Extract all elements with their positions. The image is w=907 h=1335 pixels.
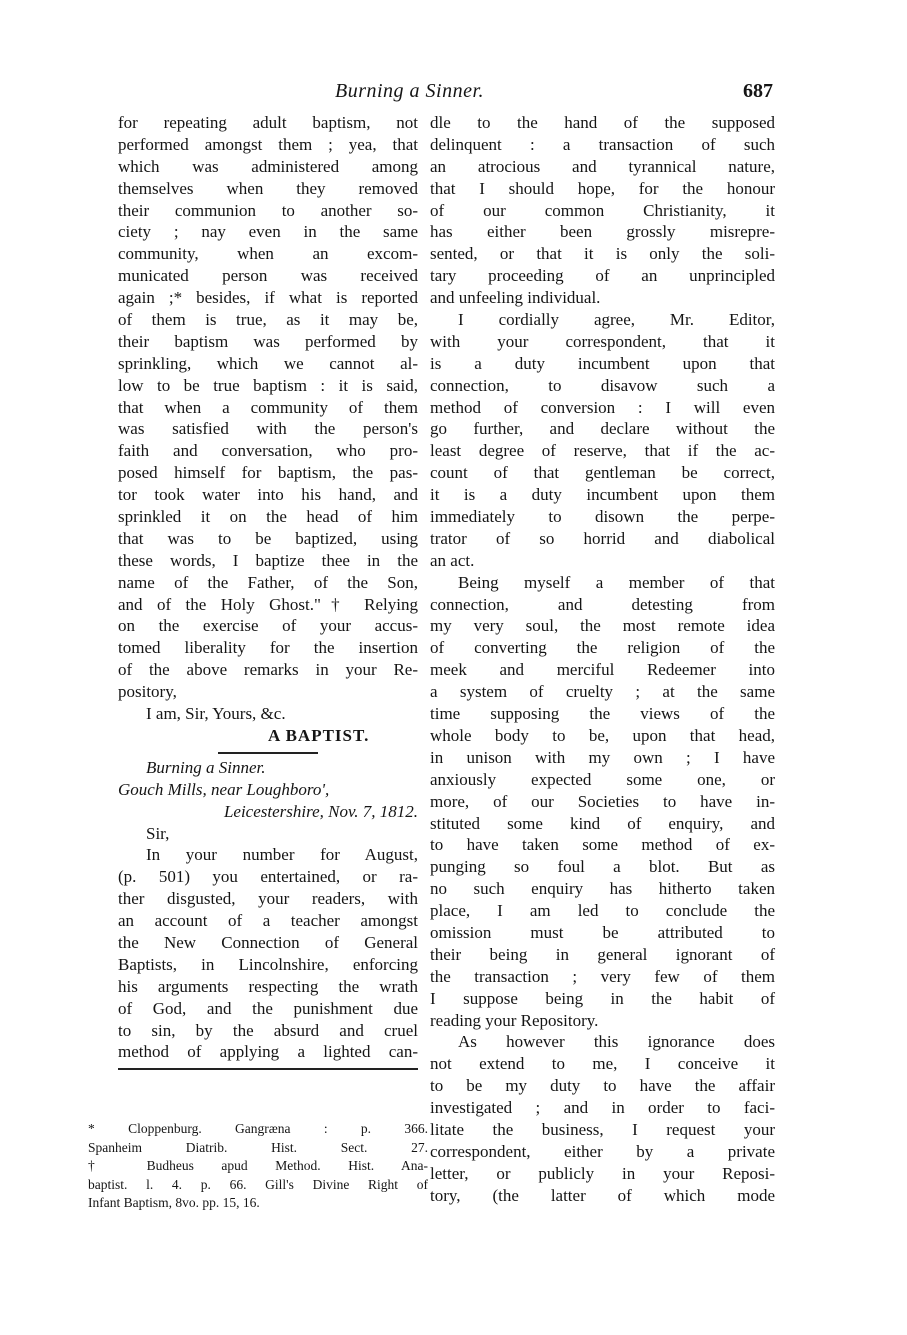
paragraph-line: connection, to disavow such a xyxy=(430,375,775,395)
paragraph-line: connection, and detesting from xyxy=(430,594,775,614)
paragraph-line: an atrocious and tyrannical nature, xyxy=(430,156,775,176)
paragraph-line: to have taken some method of ex- xyxy=(430,835,775,855)
footnote-line: baptist. l. 4. p. 66. Gill's Divine Right of xyxy=(88,1176,428,1192)
paragraph-line: the transaction ; very few of them xyxy=(430,966,775,986)
letter-line: name of the Father, of the Son, xyxy=(118,572,418,592)
letter-signature: A BAPTIST. xyxy=(268,725,370,745)
paragraph xyxy=(430,112,775,309)
running-head xyxy=(335,80,775,110)
letter-line: community, when an excom- xyxy=(118,244,418,264)
paragraph-line: omission must be attributed to xyxy=(430,922,775,942)
paragraph-line: meek and merciful Redeemer into xyxy=(430,660,775,680)
letter-line: low to be true baptism : it is said, xyxy=(118,375,418,395)
letter-line: these words, I baptize thee in the xyxy=(118,550,418,570)
letter-line: performed amongst them ; yea, that xyxy=(118,134,418,154)
letter-line: faith and conversation, who pro- xyxy=(118,441,418,461)
paragraph-line: has either been grossly misrepre- xyxy=(430,222,775,242)
footnote-rule xyxy=(118,1063,418,1073)
running-title: Burning a Sinner. xyxy=(335,80,485,102)
letter-line: of them is true, as it may be, xyxy=(118,310,418,330)
paragraph-line: method of conversion : I will even xyxy=(430,397,775,417)
paragraph-line: immediately to disown the perpe- xyxy=(430,507,775,527)
paragraph-line: place, I am led to conclude the xyxy=(430,901,775,921)
article-line: Baptists, in Lincolnshire, enforcing xyxy=(118,954,418,974)
paragraph-line: my very soul, the most remote idea xyxy=(430,616,775,636)
paragraph-line: anxiously expected some one, or xyxy=(430,769,775,789)
paragraph xyxy=(430,572,775,1032)
article-line: In your number for August, xyxy=(146,845,418,865)
paragraph xyxy=(430,1031,775,1206)
article-line: ther disgusted, your readers, with xyxy=(118,889,418,909)
article-line: to sin, by the absurd and cruel xyxy=(118,1020,418,1040)
paragraph xyxy=(430,309,775,572)
article-salutation: Sir, xyxy=(146,823,170,843)
letter-line: tomed liberality for the insertion xyxy=(118,638,418,658)
paragraph-line: tary proceeding of an unprincipled xyxy=(430,266,775,286)
footnote-line: * Cloppenburg. Gangræna : p. 366. xyxy=(88,1121,428,1136)
paragraph-line: of converting the religion of the xyxy=(430,638,775,658)
letter-line: their baptism was performed by xyxy=(118,331,418,351)
footnote-line: Infant Baptism, 8vo. pp. 15, 16. xyxy=(88,1195,260,1210)
paragraph-line: whole body to be, upon that head, xyxy=(430,725,775,745)
paragraph-line: trator of so horrid and diabolical xyxy=(430,528,775,548)
letter-line: posed himself for baptism, the pas- xyxy=(118,463,418,483)
paragraph-line: correspondent, either by a private xyxy=(430,1141,775,1161)
letter-line: and of the Holy Ghost."† Relying xyxy=(118,594,418,614)
paragraph-line: it is a duty incumbent upon them xyxy=(430,485,775,505)
paragraph-line: no such enquiry has hitherto taken xyxy=(430,879,775,899)
paragraph-line: Being myself a member of that xyxy=(458,572,775,592)
article-line: the New Connection of General xyxy=(118,932,418,952)
paragraph-line: tory, (the latter of which mode xyxy=(430,1185,775,1205)
paragraph-line: least degree of reserve, that if the ac- xyxy=(430,441,775,461)
paragraph-line: time supposing the views of the xyxy=(430,704,775,724)
letter-line: their communion to another so- xyxy=(118,200,418,220)
letter-line: tor took water into his hand, and xyxy=(118,485,418,505)
article-title: Burning a Sinner. xyxy=(146,757,266,777)
letter-line: was satisfied with the person's xyxy=(118,419,418,439)
letter-line: pository, xyxy=(118,682,177,702)
footnotes xyxy=(88,1120,428,1213)
letter-line: sprinkled it on the head of him xyxy=(118,507,418,527)
paragraph-line: not extend to me, I conceive it xyxy=(430,1054,775,1074)
paragraph-line: and unfeeling individual. xyxy=(430,288,601,308)
article-line: his arguments respecting the wrath xyxy=(118,976,418,996)
page-number: 687 xyxy=(743,80,773,102)
letter-line: that was to be baptized, using xyxy=(118,528,418,548)
article-body-start xyxy=(118,844,418,1063)
article-line: of God, and the punishment due xyxy=(118,998,418,1018)
right-column xyxy=(430,112,775,1207)
article-place-line-2: Leicestershire, Nov. 7, 1812. xyxy=(223,801,418,821)
paragraph-line: in unison with my own ; I have xyxy=(430,747,775,767)
paragraph-line: investigated ; and in order to faci- xyxy=(430,1098,775,1118)
paragraph-line: a system of cruelty ; at the same xyxy=(430,682,775,702)
paragraph-line: stituted some kind of enquiry, and xyxy=(430,813,775,833)
paragraph-line: more, of our Societies to have in- xyxy=(430,791,775,811)
paragraph-line: that I should hope, for the honour xyxy=(430,178,775,198)
letter-line: again ;* besides, if what is reported xyxy=(118,288,418,308)
paragraph-line: with your correspondent, that it xyxy=(430,331,775,351)
paragraph-line: is a duty incumbent upon that xyxy=(430,353,775,373)
letter-line: sprinkling, which we cannot al- xyxy=(118,353,418,373)
footnote-line: Spanheim Diatrib. Hist. Sect. 27. xyxy=(88,1139,428,1155)
letter-line: on the exercise of your accus- xyxy=(118,616,418,636)
letter-line: ciety ; nay even in the same xyxy=(118,222,418,242)
letter-closing: I am, Sir, Yours, &c. xyxy=(146,704,286,724)
paragraph-line: As however this ignorance does xyxy=(458,1032,775,1052)
article-line: an account of a teacher amongst xyxy=(118,911,418,931)
article-line: method of applying a lighted can- xyxy=(118,1042,418,1062)
paragraph-line: an act. xyxy=(430,550,475,570)
letter-line: for repeating adult baptism, not xyxy=(118,113,418,132)
paragraph-line: litate the business, I request your xyxy=(430,1119,775,1139)
paragraph-line: punging so foul a blot. But as xyxy=(430,857,775,877)
paragraph-line: dle to the hand of the supposed xyxy=(430,113,775,132)
letter-line: of the above remarks in your Re- xyxy=(118,660,418,680)
letter-line: which was administered among xyxy=(118,156,418,176)
letter-continuation xyxy=(118,112,418,703)
letter-line: that when a community of them xyxy=(118,397,418,417)
paragraph-line: reading your Repository. xyxy=(430,1010,599,1030)
paragraph-line: delinquent : a transaction of such xyxy=(430,134,775,154)
letter-line: municated person was received xyxy=(118,266,418,286)
article-line: (p. 501) you entertained, or ra- xyxy=(118,867,418,887)
paragraph-line: of our common Christianity, it xyxy=(430,200,775,220)
article-place-line-1: Gouch Mills, near Loughboro', xyxy=(118,779,330,799)
letter-line: themselves when they removed xyxy=(118,178,418,198)
footnote-line: † Budheus apud Method. Hist. Ana- xyxy=(88,1158,428,1173)
section-divider xyxy=(118,747,418,757)
paragraph-line: I cordially agree, Mr. Editor, xyxy=(458,310,775,330)
paragraph-line: go further, and declare without the xyxy=(430,419,775,439)
paragraph-line: letter, or publicly in your Reposi- xyxy=(430,1163,775,1183)
paragraph-line: count of that gentleman be correct, xyxy=(430,463,775,483)
left-column xyxy=(118,112,418,1073)
paragraph-line: their being in general ignorant of xyxy=(430,944,775,964)
paragraph-line: to be my duty to have the affair xyxy=(430,1076,775,1096)
paragraph-line: sented, or that it is only the soli- xyxy=(430,244,775,264)
paragraph-line: I suppose being in the habit of xyxy=(430,988,775,1008)
